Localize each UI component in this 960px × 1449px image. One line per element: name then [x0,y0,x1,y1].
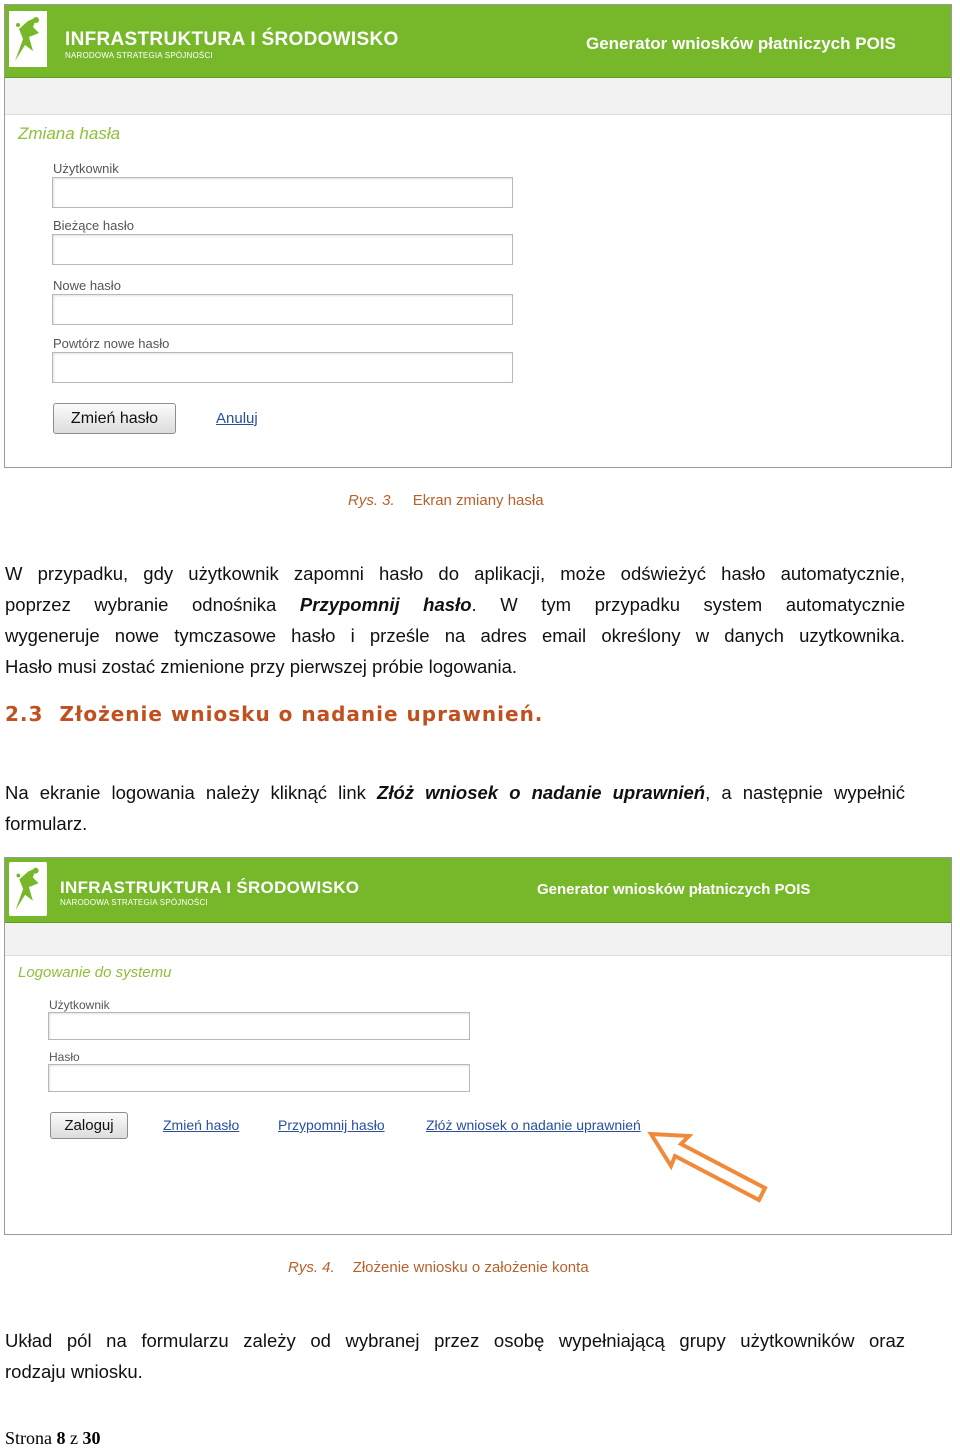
paragraph-login-link [5,777,905,839]
para-line: Układ pól na formularzu zależy od wybranej przez osobę wypełniającą grupy użytkowników oraz [5,1330,905,1351]
repeat-password-input[interactable] [52,352,513,383]
logo-title: INFRASTRUKTURA I ŚRODOWISKO [60,878,360,897]
form-title: Logowanie do systemu [18,964,172,981]
user-input[interactable] [52,177,513,208]
para-line: wygeneruje nowe tymczasowe hasło i prześle na adres email określony w danych uzytkownika. [5,625,905,646]
apply-permissions-reference: Złóż wniosek o nadanie uprawnień [377,782,706,803]
field-label-new-password: Nowe hasło [53,278,121,293]
new-password-input[interactable] [52,294,513,325]
current-password-input[interactable] [52,234,513,265]
eu-emblem-icon [9,11,47,67]
section-heading [5,702,543,726]
login-screenshot [4,857,952,1235]
app-title: Generator wniosków płatniczych POIS [586,34,896,53]
app-header-banner [5,858,951,923]
figure-caption-3 [348,492,544,509]
field-label-current-password: Bieżące hasło [53,218,134,233]
caption-number: Rys. 4. [288,1259,335,1276]
header-band [5,923,951,956]
para-line [5,589,905,620]
para-line [5,777,905,808]
caption-text: Złożenie wniosku o założenie konta [352,1259,589,1276]
caption-text: Ekran zmiany hasła [412,492,544,509]
section-title: Złożenie wniosku o nadanie uprawnień. [59,702,544,726]
apply-permissions-link[interactable]: Złóż wniosek o nadanie uprawnień [426,1117,641,1133]
page-footer [5,1428,101,1449]
eu-emblem-icon [9,862,47,916]
change-password-button[interactable]: Zmień hasło [53,403,176,434]
field-label-user: Użytkownik [49,998,110,1012]
pointer-arrow-icon [637,1124,777,1206]
remind-password-reference: Przypomnij hasło [299,594,472,615]
para-line: formularz. [5,813,88,834]
caption-number: Rys. 3. [348,492,395,509]
para-line: W przypadku, gdy użytkownik zapomni hasło do aplikacji, może odświeżyć hasło automatycznie, [5,563,905,584]
field-label-user: Użytkownik [53,161,119,176]
para-line: rodzaju wniosku. [5,1361,143,1382]
form-title: Zmiana hasła [18,124,121,143]
paragraph-forgot-password [5,558,905,682]
para-line: Hasło musi zostać zmienione przy pierwszej próbie logowania. [5,656,518,677]
header-band [5,78,951,115]
footer-prefix: Strona [5,1428,52,1448]
para-text: . W tym przypadku system automatycznie [471,594,905,615]
change-password-screenshot [4,4,952,468]
field-label-password: Hasło [49,1050,80,1064]
paragraph-form-layout [5,1325,905,1387]
app-header-banner [5,5,951,78]
logo-subtitle: NARODOWA STRATEGIA SPÓJNOŚCI [65,51,213,60]
password-input[interactable] [48,1064,470,1092]
change-password-link[interactable]: Zmień hasło [163,1117,240,1133]
field-label-repeat-password: Powtórz nowe hasło [53,336,170,351]
footer-total-pages: 30 [82,1428,101,1448]
para-text: , a następnie wypełnić [705,782,906,803]
cancel-link[interactable]: Anuluj [216,410,258,427]
para-text: poprzez wybranie odnośnika [5,594,300,615]
remind-password-link[interactable]: Przypomnij hasło [278,1117,385,1133]
footer-sep: z [70,1428,78,1448]
logo-subtitle: NARODOWA STRATEGIA SPÓJNOŚCI [60,898,208,907]
app-title: Generator wniosków płatniczych POIS [537,881,811,898]
section-number: 2.3 [5,702,44,726]
footer-page-number: 8 [56,1428,66,1448]
login-button[interactable]: Zaloguj [50,1112,128,1139]
para-text: Na ekranie logowania należy kliknąć link [5,782,378,803]
figure-caption-4 [288,1259,589,1276]
logo-title: INFRASTRUKTURA I ŚRODOWISKO [65,29,399,50]
user-input[interactable] [48,1012,470,1040]
